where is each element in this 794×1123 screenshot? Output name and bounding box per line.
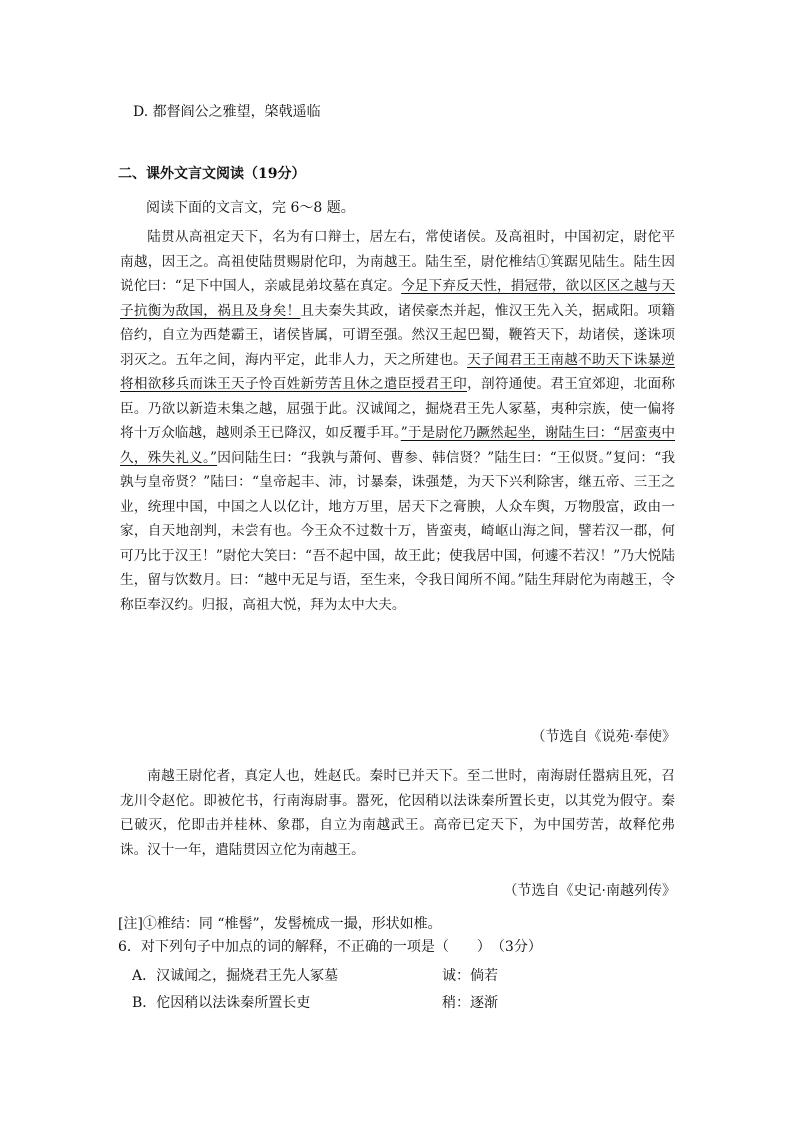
option-b-label: B．佗因稍以法诛秦所置长吏 [132,995,311,1011]
source-shuoyuan: （节选自《说苑·奉使》 [531,729,676,745]
passage1-sentence-2: 且夫秦失其政，诸侯豪杰并起，惟汉王先入关，据咸阳。项籍倍约，自立为西楚霸王，诸侯皆属，可谓至强。然汉王起巴蜀，鞭笞天下，劫诸侯，遂诛项羽灭之。五年之间，海内平定，此非人力，天之所建也。 [120,302,675,368]
passage-shuoyuan [120,225,675,617]
question-6: 6．对下列句子中加点的词的解释，不正确的一项是（ ） （3分） [118,939,542,955]
underlined-sentence-2: 天子闻君王王南越不助天下诛暴逆将相欲移兵而诛王天子怜百姓新劳苦且休之遣臣授君王印 [120,351,676,392]
underlined-sentence-1: 今足下弃反天性，捐冠带，欲以区区之越与天子抗衡为敌国，祸且及身矣！ [120,278,676,319]
section-heading: 二、课外文言文阅读（19分） [118,166,306,182]
passage1-sentence-1: 陆贯从高祖定天下，名为有口辩士，居左右，常使诸侯。及高祖时，中国初定，尉佗平南越，因王之。高祖使陆贯赐尉佗印，为南越王。陆生至，尉佗椎结①箕踞见陆生。陆生因说佗曰：“足下中国人，亲戚昆弟坟墓在真定。 [120,229,675,294]
annotation-note: [注]①椎结：同 “椎髻”，发髻梳成一撮，形状如椎。 [118,916,442,932]
option-b-gloss: 稍：逐渐 [442,995,498,1011]
option-d: D. 都督阎公之雅望，棨戟遥临 [133,104,321,120]
underlined-sentence-3: ”于是尉佗乃蹶然起坐，谢陆生曰：“居蛮夷中久，殊失礼义。” [120,425,675,466]
option-a-gloss: 诚：倘若 [442,968,498,984]
passage-shiji: 南越王尉佗者，真定人也，姓赵氏。秦时已并天下。至二世时，南海尉任嚣病且死，召龙川令赵佗。即被佗书，行南海尉事。嚣死，佗因稍以法诛秦所置长吏，以其党为假守。秦已破灭，佗即击并桂林、象郡，自立为南越武王。高帝已定天下，为中国劳苦，故释佗弗诛。汉十一年，遣陆贯因立佗为南越王。 [120,768,675,858]
passage1-sentence-4: 因问陆生曰：“我孰与萧何、曹参、韩信贤？”陆生曰：“王似贤。”复问：“我孰与皇帝贤？”陆曰：“皇帝起丰、沛，讨暴秦，诛强楚，为天下兴利除害，继五帝、三王之业，统理中国，中国之人以亿计，地方万里，居天下之膏腴，人众车舆，万物殷富，政由一家，自天地剖判，未尝有也。今王众不过数十万，皆蛮夷，崎岖山海之间，譬若汉一郡，何可乃比于汉王！”尉佗大笑曰：“吾不起中国，故王此；使我居中国，何遽不若汉！”乃大悦陆生，留与饮数月。曰：“越中无足与语，至生来，令我日闻所不闻。”陆生拜尉佗为南越王，令称臣奉汉约。归报，高祖大悦，拜为太中大夫。 [120,449,675,613]
passage1-sentence-3: ，剖符通使。君王宜郊迎，北面称臣。乃欲以新造未集之越，屈强于此。汉诚闻之，掘烧君王先人冢墓，夷种宗族，使一偏将将十万众临越，越则杀王已降汉，如反覆手耳。 [120,376,676,441]
option-a-label: A．汉诚闻之，掘烧君王先人冢墓 [132,968,339,984]
reading-instruction: 阅读下面的文言文，完 6～8 题。 [146,200,355,216]
source-shiji: （节选自《史记·南越列传》 [503,883,676,899]
